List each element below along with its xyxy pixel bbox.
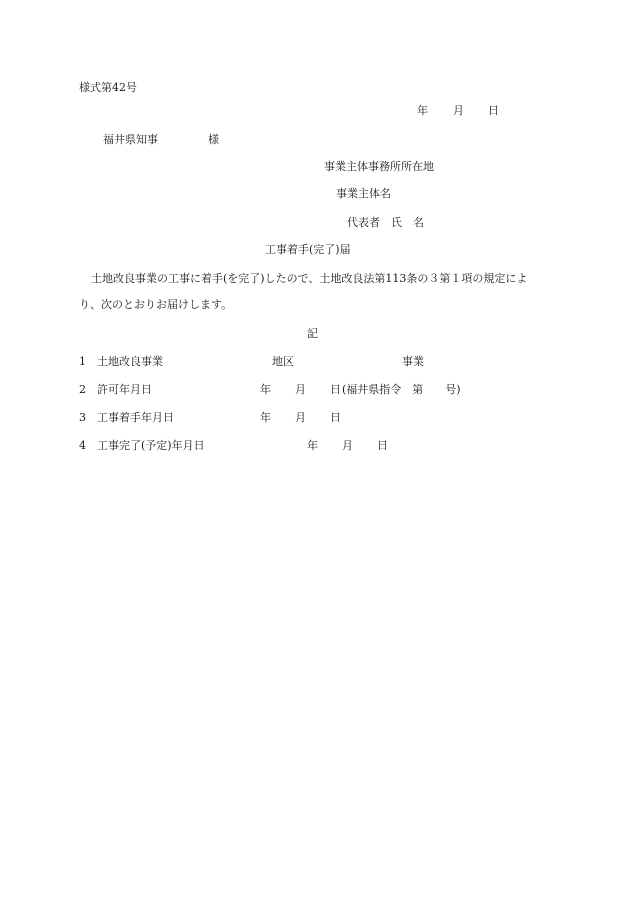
item-permit-note: (福井県指令 第 号) — [342, 383, 461, 396]
addressee-name: 福井県知事 — [103, 133, 158, 146]
item-month: 月 — [342, 439, 353, 452]
item-month: 月 — [295, 383, 306, 396]
body-line-1: 土地改良事業の工事に着手(を完了)したので、土地改良法第113条の３第１項の規定によ — [91, 272, 528, 285]
item-year: 年 — [307, 439, 318, 452]
body-line-2: り、次のとおりお届けします。 — [79, 298, 233, 311]
office-address-label: 事業主体事務所所在地 — [324, 160, 434, 173]
addressee-honorific: 様 — [208, 133, 219, 146]
entity-name-label: 事業主体名 — [336, 187, 391, 200]
item-project-label: 事業 — [402, 355, 424, 368]
ki-heading: 記 — [307, 327, 318, 340]
item-number: 2 — [79, 383, 86, 396]
item-month: 月 — [295, 411, 306, 424]
item-label: 土地改良事業 — [97, 355, 163, 368]
item-number: 3 — [79, 411, 86, 424]
document-title: 工事着手(完了)届 — [265, 243, 351, 256]
item-day: 日 — [330, 411, 341, 424]
item-label: 許可年月日 — [97, 383, 152, 396]
date-day: 日 — [488, 104, 499, 117]
item-number: 4 — [79, 439, 86, 452]
item-label: 工事完了(予定)年月日 — [97, 439, 205, 452]
representative-label: 代表者 氏 名 — [347, 216, 424, 229]
item-day: 日 — [330, 383, 341, 396]
item-number: 1 — [79, 355, 86, 368]
item-year: 年 — [260, 411, 271, 424]
form-number: 様式第42号 — [79, 81, 137, 94]
item-district-label: 地区 — [272, 355, 294, 368]
item-year: 年 — [260, 383, 271, 396]
item-label: 工事着手年月日 — [97, 411, 174, 424]
date-year: 年 — [417, 104, 428, 117]
item-day: 日 — [377, 439, 388, 452]
date-month: 月 — [453, 104, 464, 117]
